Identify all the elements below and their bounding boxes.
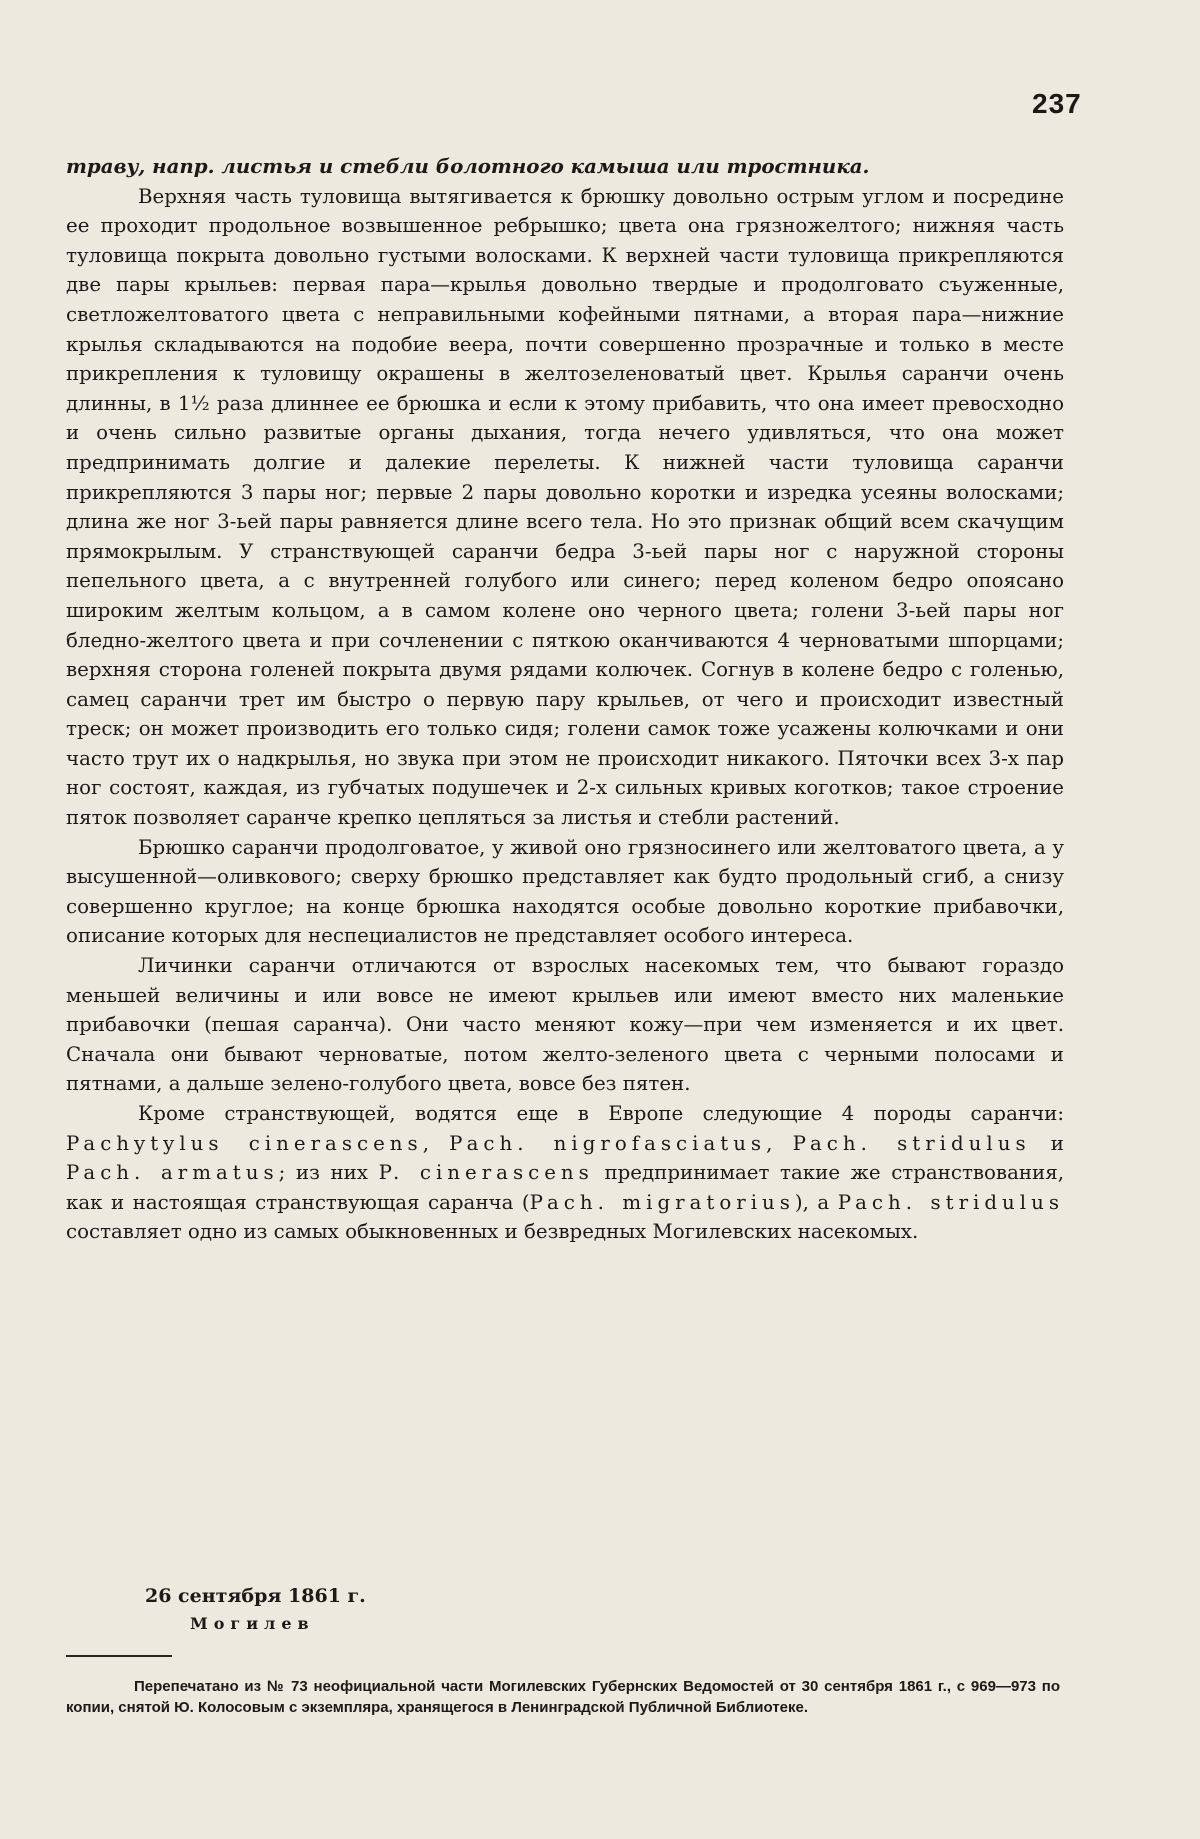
species-name: Pach. stridulus xyxy=(837,1190,1064,1214)
footnote: Перепечатано из № 73 неофициальной части Могилевских Губернских Ведомостей от 30 сентября 1861 г., с 969—973 по копии, снятой Ю. Колосовым с экземпляра, хранящегося в Ленинградской Публичной Библиотеке. xyxy=(66,1678,1060,1716)
species-mid: ; из них xyxy=(278,1161,379,1185)
separator: , xyxy=(422,1131,450,1155)
paragraph-larvae: Личинки саранчи отличаются от взрослых насекомых тем, что бывают гораздо меньшей величины и или вовсе не имеют крыльев или имеют вместо них маленькие прибавочки (пешая саранча). Они часто меняют кожу—при чем изменяется и их цвет. Сначала они бывают черноватые, потом желто-зеленого цвета с черными полосами и пятнами, а дальше зелено-голубого цвета, вовсе без пятен. xyxy=(66,954,1064,1096)
species-mid: ), а xyxy=(794,1190,838,1214)
species-name: Pachytylus cinerascens xyxy=(66,1131,423,1155)
species-name: Pach. armatus xyxy=(66,1161,279,1185)
paragraph-abdomen: Брюшко саранчи продолговатое, у живой оно грязносинего или желтоватого цвета, а у высушенной—оливкового; сверху брюшко представляет как будто продольный сгиб, а снизу совершенно круглое; на конце брюшка находятся особые довольно короткие прибавочки, описание которых для неспециалистов не представляет особого интереса. xyxy=(66,835,1064,948)
paragraph-continuation: траву, напр. листья и стебли болотного камыша или тростника. xyxy=(66,154,870,178)
species-tail: составляет одно из самых обыкновенных и безвредных Могилевских насекомых. xyxy=(66,1220,919,1244)
species-name: P. cinerascens xyxy=(378,1161,594,1185)
paragraph-body-description: Верхняя часть туловища вытягивается к брюшку довольно острым углом и посредине ее проходит продольное возвышенное ребрышко; цвета она грязножелтого; нижняя часть туловища покрыта довольно густыми волосками. К верхней части туловища прикрепляются две пары крыльев: первая пара—крылья довольно твердые и продолговато съуженные, светложелтоватого цвета с неправильными кофейными пятнами, а вторая пара—нижние крылья складываются на подобие веера, почти совершенно прозрачные и только в месте прикрепления к туловищу окрашены в желтозеленоватый цвет. Крылья саранчи очень длинны, в 1½ раза длиннее ее брюшка и если к этому прибавить, что она имеет превосходно и очень сильно развитые органы дыхания, тогда нечего удивляться, что она может предпринимать долгие и далекие перелеты. К нижней части туловища саранчи прикрепляются 3 пары ног; первые 2 пары довольно коротки и изредка усеяны волосками; длина же ног 3-ьей пары равняется длине всего тела. Но это признак общий всем скачущим прямокрылым. У странствующей саранчи бедра 3-ьей пары ног с наружной стороны пепельного цвета, а с внутренней голубого или синего; перед коленом бедро опоясано широким желтым кольцом, а в самом колене оно черного цвета; голени 3-ьей пары ног бледно-желтого цвета и при сочленении с пяткою оканчиваются 4 черноватыми шпорцами; верхняя сторона голеней покрыта двумя рядами колючек. Согнув в колене бедро с голенью, самец саранчи трет им быстро о первую пару крыльев, от чего и происходит известный треск; он может производить его только сидя; голени самок тоже усажены колючками и они часто трут их о надкрылья, но звука при этом не происходит никакого. Пяточки всех 3-х пар ног состоят, каждая, из губчатых подушечек и 2-х сильных кривых коготков; такое строение пяток позволяет саранче крепко цепляться за листья и стебли растений. xyxy=(66,184,1064,830)
separator: , xyxy=(766,1131,793,1155)
species-mid: предпринимает такие же странствования, как и настоящая странствующая саранча ( xyxy=(66,1161,1064,1214)
species-name: Pach. migratorius xyxy=(529,1190,795,1214)
page-number: 237 xyxy=(1032,88,1082,119)
separator: и xyxy=(1030,1131,1064,1155)
signature-place: Могилев xyxy=(190,1614,315,1633)
footnote-divider xyxy=(66,1655,172,1657)
body-text xyxy=(66,152,1064,1247)
species-lead: Кроме странствующей, водятся еще в Европе следующие 4 породы саранчи: xyxy=(138,1102,1064,1125)
species-name: Pach. nigrofasciatus xyxy=(449,1131,767,1155)
signature-block xyxy=(145,1582,366,1638)
species-name: Pach. stridulus xyxy=(792,1131,1031,1155)
signature-date: 26 сентября 1861 г. xyxy=(145,1585,366,1607)
paragraph-species xyxy=(66,1099,1064,1247)
